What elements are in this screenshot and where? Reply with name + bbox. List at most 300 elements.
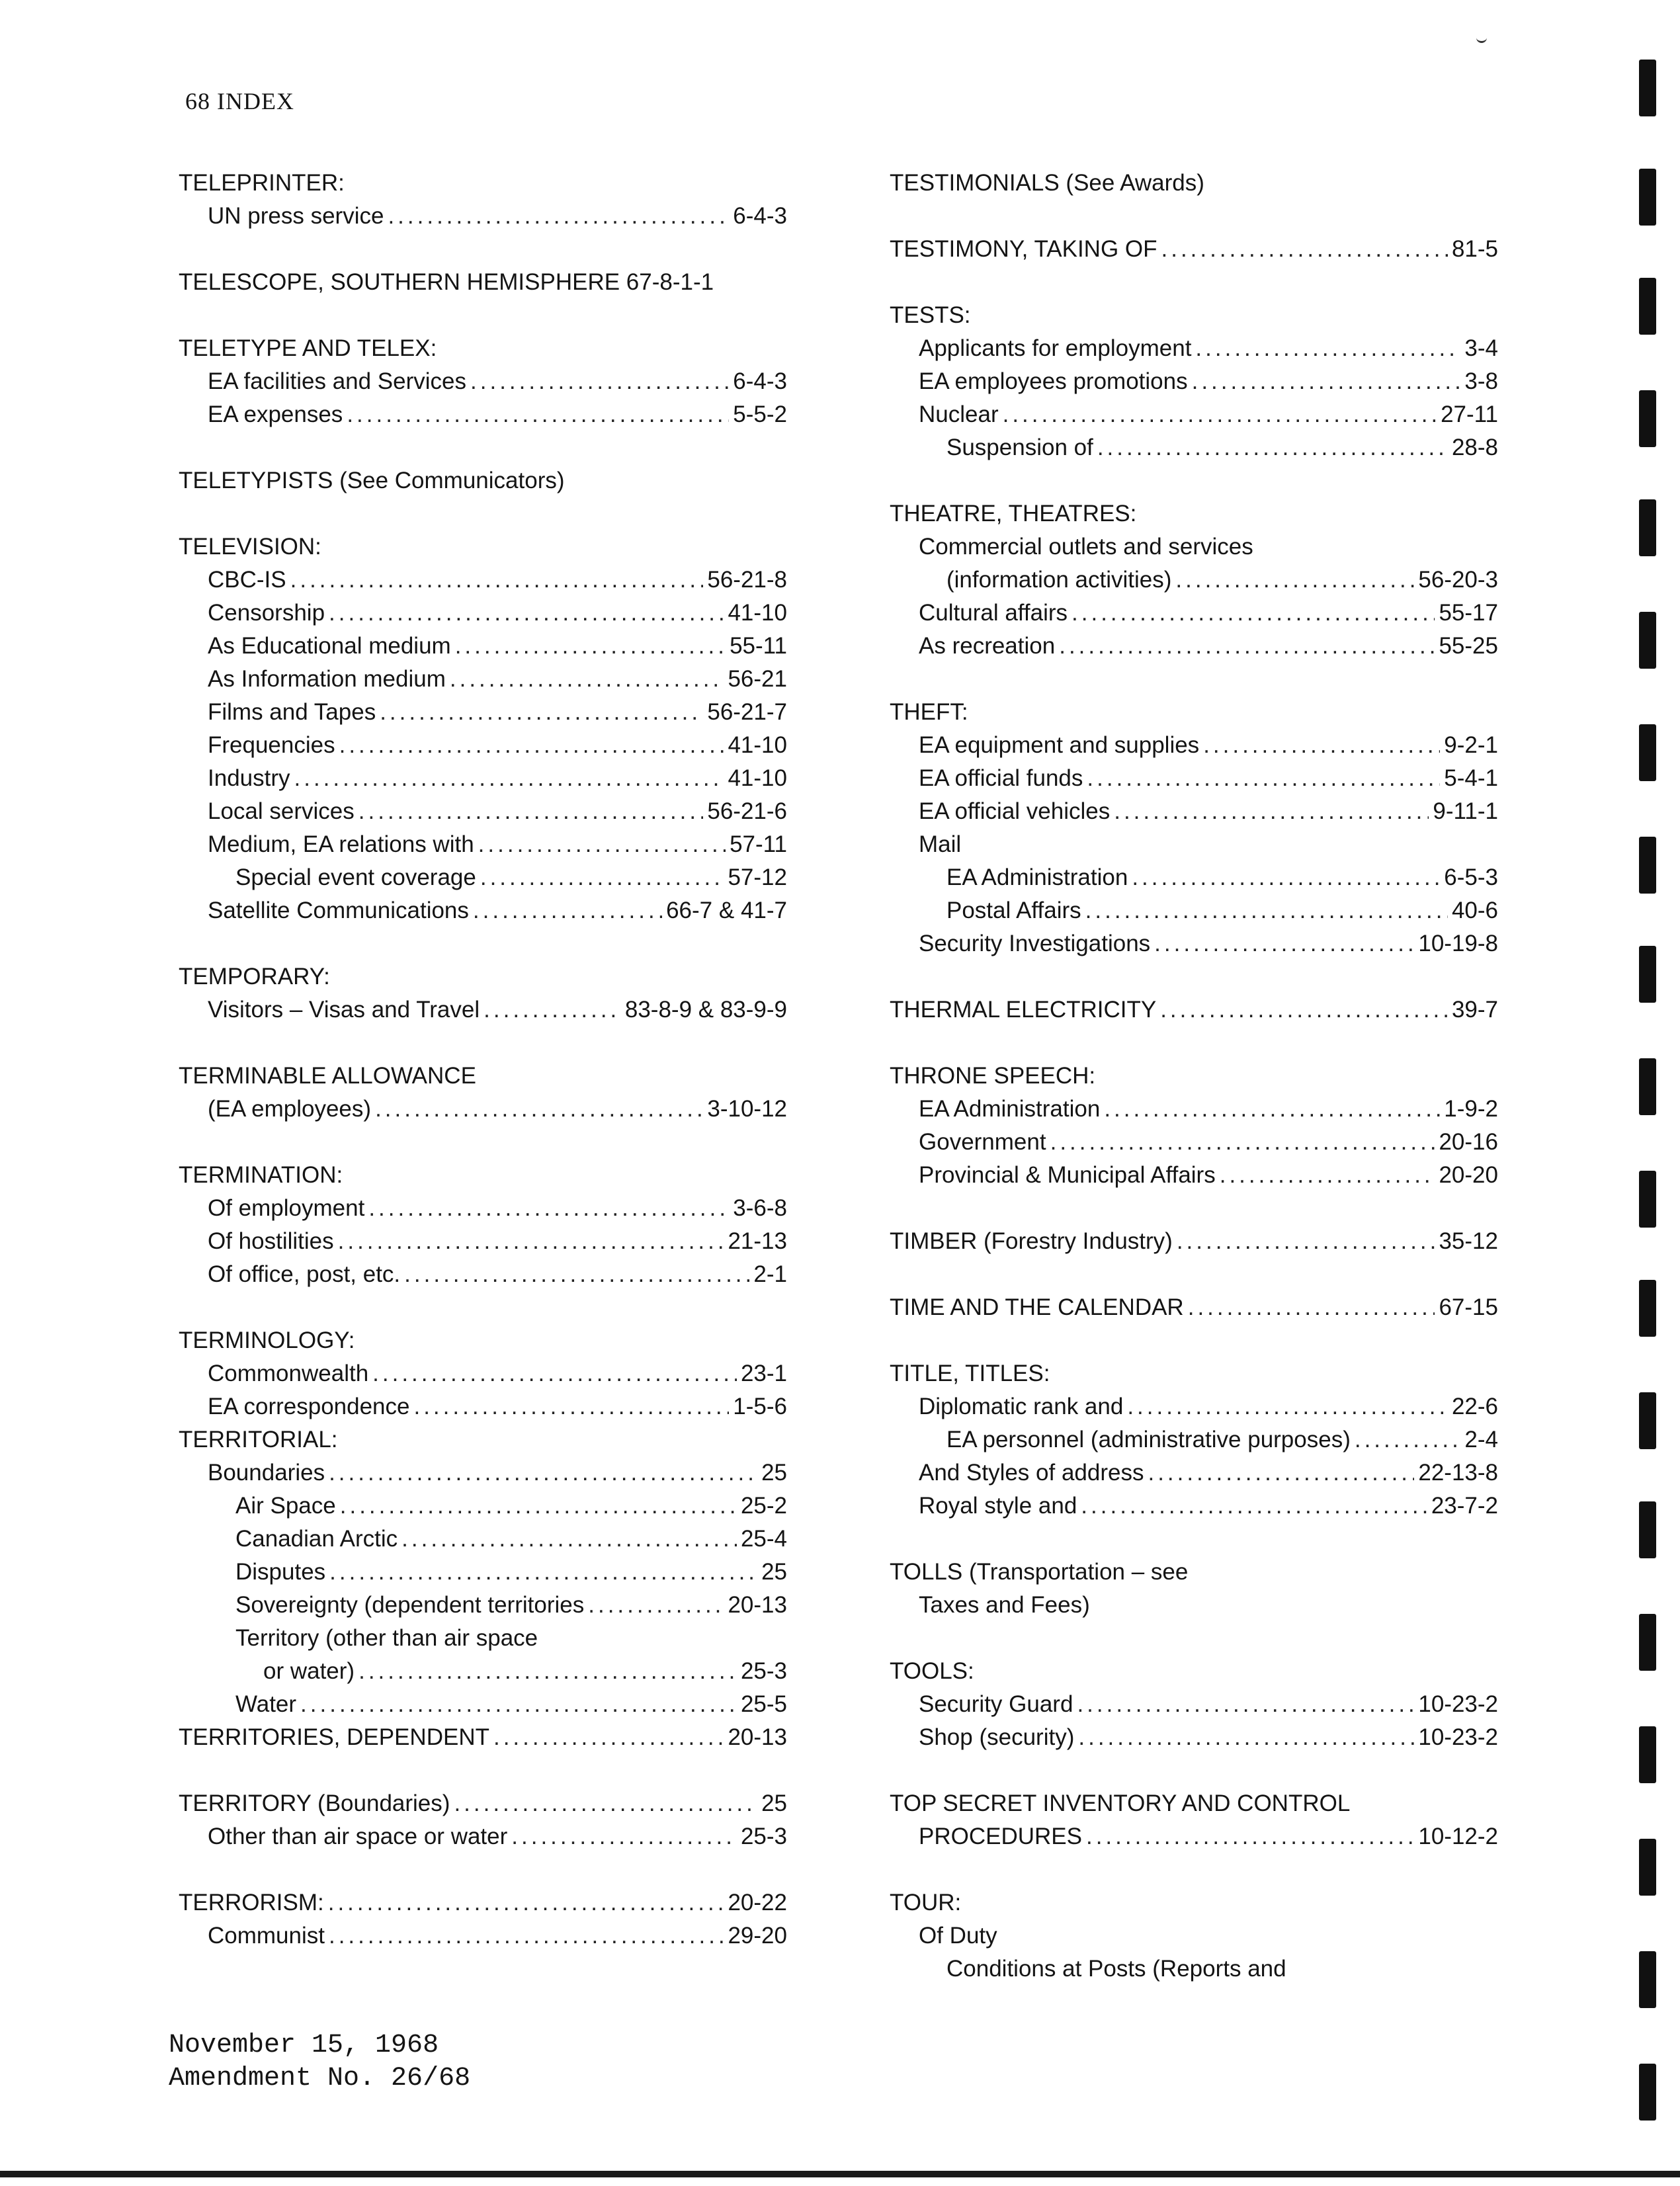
binding-hole-mark xyxy=(1639,837,1656,894)
dot-leader xyxy=(329,597,724,630)
scan-mark xyxy=(1476,37,1487,43)
entry-page-ref: 9-11-1 xyxy=(1433,798,1498,824)
entry-page-ref: 56-20-3 xyxy=(1418,567,1498,593)
entry-label: Commercial outlets and services xyxy=(919,534,1253,560)
footer-amendment: Amendment No. 26/68 xyxy=(169,2064,471,2093)
entry-page-ref: 56-21-6 xyxy=(707,798,787,824)
entry-label: EA equipment and supplies xyxy=(919,732,1200,758)
dot-leader xyxy=(1097,431,1448,464)
index-subentry xyxy=(890,861,1498,894)
entry-label: TERMINATION: xyxy=(179,1162,343,1188)
entry-page-ref: 22-13-8 xyxy=(1418,1460,1498,1486)
dot-leader xyxy=(1154,927,1414,960)
entry-page-ref: 3-10-12 xyxy=(707,1096,787,1122)
index-subentry xyxy=(179,1093,787,1126)
dot-leader xyxy=(1077,1688,1414,1721)
index-subentry xyxy=(890,1490,1498,1523)
dot-leader xyxy=(454,1787,757,1820)
entry-label: Sovereignty (dependent territories xyxy=(235,1592,585,1618)
index-heading xyxy=(890,1556,1498,1589)
dot-leader xyxy=(1085,894,1448,927)
entry-label: TOOLS: xyxy=(890,1658,974,1684)
entry-page-ref: 20-16 xyxy=(1439,1129,1498,1155)
binding-hole-mark xyxy=(1639,169,1656,226)
index-subentry xyxy=(890,597,1498,630)
binding-hole-mark xyxy=(1639,278,1656,335)
entry-page-ref: 57-12 xyxy=(728,864,787,890)
binding-hole-mark xyxy=(1639,724,1656,781)
entry-page-ref: 56-21 xyxy=(728,666,787,692)
binding-hole-mark xyxy=(1639,1171,1656,1228)
entry-page-ref: 29-20 xyxy=(728,1923,787,1949)
entry-label: Censorship xyxy=(208,600,325,626)
index-subentry xyxy=(890,1093,1498,1126)
dot-leader xyxy=(1192,365,1461,398)
dot-leader xyxy=(1220,1159,1435,1192)
dot-leader xyxy=(375,1093,703,1126)
index-subentry xyxy=(890,1423,1498,1456)
index-heading xyxy=(890,1787,1498,1820)
entry-page-ref: 1-5-6 xyxy=(733,1394,787,1419)
entry-label: Industry xyxy=(208,765,290,791)
entry-label: EA facilities and Services xyxy=(208,368,467,394)
binding-hole-mark xyxy=(1639,1726,1656,1783)
entry-label: Suspension of xyxy=(946,435,1093,460)
index-subentry xyxy=(179,993,787,1027)
index-heading xyxy=(890,1357,1498,1390)
entry-page-ref: 6-4-3 xyxy=(733,368,787,394)
entry-label: Royal style and xyxy=(919,1493,1077,1519)
entry-page-ref: 56-21-8 xyxy=(707,567,787,593)
entry-label: TERRORISM: xyxy=(179,1890,324,1915)
entry-label: PROCEDURES xyxy=(919,1824,1082,1849)
dot-leader xyxy=(1071,597,1435,630)
entry-page-ref: 25-4 xyxy=(740,1526,787,1552)
dot-leader xyxy=(1355,1423,1461,1456)
entry-page-ref: 23-1 xyxy=(740,1361,787,1386)
entry-label: Special event coverage xyxy=(235,864,476,890)
index-heading xyxy=(890,497,1498,530)
entry-label: Local services xyxy=(208,798,355,824)
entry-page-ref: 10-23-2 xyxy=(1418,1691,1498,1717)
entry-label: EA official funds xyxy=(919,765,1083,791)
entry-label: Conditions at Posts (Reports and xyxy=(946,1956,1286,1982)
entry-page-ref: 25-2 xyxy=(740,1493,787,1519)
index-subentry xyxy=(179,1258,787,1291)
entry-label: TESTIMONY, TAKING OF xyxy=(890,236,1157,262)
binding-hole-mark xyxy=(1639,60,1656,116)
dot-leader xyxy=(339,729,724,762)
entry-label: As Educational medium xyxy=(208,633,451,659)
index-heading xyxy=(890,1291,1498,1324)
entry-label: Visitors – Visas and Travel xyxy=(208,997,480,1023)
entry-label: TIMBER (Forestry Industry) xyxy=(890,1228,1173,1254)
index-subentry xyxy=(890,894,1498,927)
entry-page-ref: 6-4-3 xyxy=(733,203,787,229)
entry-page-ref: 6-5-3 xyxy=(1444,864,1498,890)
entry-label: Postal Affairs xyxy=(946,898,1081,923)
index-heading xyxy=(890,233,1498,266)
dot-leader xyxy=(1050,1126,1435,1159)
index-subentry xyxy=(890,630,1498,663)
entry-page-ref: 57-11 xyxy=(730,831,787,857)
entry-page-ref: 25 xyxy=(761,1559,787,1585)
entry-page-ref: 2-1 xyxy=(753,1261,787,1287)
entry-label: Mail xyxy=(919,831,962,857)
dot-leader xyxy=(372,1357,737,1390)
index-heading xyxy=(890,1886,1498,1919)
binding-hole-mark xyxy=(1639,1501,1656,1558)
entry-page-ref: 39-7 xyxy=(1451,997,1498,1023)
entry-page-ref: 25-3 xyxy=(740,1824,787,1849)
dot-leader xyxy=(1177,1225,1435,1258)
entry-label: THEATRE, THEATRES: xyxy=(890,501,1137,526)
page-header: 68 INDEX xyxy=(185,88,294,114)
index-subentry xyxy=(890,762,1498,795)
entry-page-ref: 21-13 xyxy=(728,1228,787,1254)
page-footer xyxy=(169,2029,470,2095)
entry-label: Frequencies xyxy=(208,732,335,758)
entry-label: UN press service xyxy=(208,203,384,229)
index-subentry xyxy=(179,1357,787,1390)
entry-label: THERMAL ELECTRICITY xyxy=(890,997,1157,1023)
entry-page-ref: 56-21-7 xyxy=(707,699,787,725)
entry-label: TELETYPISTS (See Communicators) xyxy=(179,468,565,493)
dot-leader xyxy=(450,663,724,696)
entry-page-ref: 10-12-2 xyxy=(1418,1824,1498,1849)
dot-leader xyxy=(1188,1291,1435,1324)
index-heading xyxy=(179,1324,787,1357)
entry-label: EA Administration xyxy=(946,864,1128,890)
entry-label: Security Guard xyxy=(919,1691,1073,1717)
dot-leader xyxy=(511,1820,737,1853)
entry-page-ref: 10-23-2 xyxy=(1418,1724,1498,1750)
dot-leader xyxy=(329,1456,757,1490)
entry-label: EA employees promotions xyxy=(919,368,1188,394)
entry-page-ref: 25 xyxy=(761,1790,787,1816)
dot-leader xyxy=(401,1523,737,1556)
dot-leader xyxy=(413,1390,729,1423)
index-subentry xyxy=(890,1721,1498,1754)
index-heading xyxy=(179,1060,787,1093)
entry-page-ref: 41-10 xyxy=(728,732,787,758)
dot-leader xyxy=(1104,1093,1440,1126)
entry-label: TERMINABLE ALLOWANCE xyxy=(179,1063,476,1089)
dot-leader xyxy=(1059,630,1435,663)
dot-leader xyxy=(470,365,729,398)
index-subentry xyxy=(179,1390,787,1423)
entry-label: EA correspondence xyxy=(208,1394,410,1419)
entry-label: THEFT: xyxy=(890,699,968,725)
index-heading xyxy=(179,332,787,365)
entry-page-ref: 10-19-8 xyxy=(1418,931,1498,956)
index-subentry xyxy=(179,1225,787,1258)
entry-label: Films and Tapes xyxy=(208,699,376,725)
index-heading xyxy=(890,993,1498,1027)
index-heading xyxy=(890,1225,1498,1258)
entry-label: EA personnel (administrative purposes) xyxy=(946,1427,1351,1452)
dot-leader xyxy=(404,1258,749,1291)
entry-label: TERRITORIAL: xyxy=(179,1427,338,1452)
dot-leader xyxy=(338,1225,724,1258)
entry-label: EA Administration xyxy=(919,1096,1101,1122)
entry-label: Shop (security) xyxy=(919,1724,1075,1750)
entry-page-ref: 23-7-2 xyxy=(1431,1493,1498,1519)
entry-page-ref: 55-17 xyxy=(1439,600,1498,626)
entry-label: TOUR: xyxy=(890,1890,962,1915)
entry-label: TELEVISION: xyxy=(179,534,321,560)
entry-label: Applicants for employment xyxy=(919,335,1192,361)
entry-page-ref: 40-6 xyxy=(1451,898,1498,923)
entry-label: (information activities) xyxy=(946,567,1172,593)
entry-label: Of employment xyxy=(208,1195,365,1221)
index-column-left xyxy=(179,167,787,1953)
entry-label: TOLLS (Transportation – see xyxy=(890,1559,1189,1585)
entry-label: THRONE SPEECH: xyxy=(890,1063,1096,1089)
index-subentry xyxy=(890,1953,1498,1986)
entry-label: TEMPORARY: xyxy=(179,964,330,989)
dot-leader xyxy=(1114,795,1429,828)
entry-page-ref: 2-4 xyxy=(1464,1427,1498,1452)
index-subentry xyxy=(890,1126,1498,1159)
index-subentry xyxy=(179,200,787,233)
index-subentry xyxy=(179,1589,787,1622)
entry-label: Diplomatic rank and xyxy=(919,1394,1124,1419)
index-subentry xyxy=(890,927,1498,960)
entry-label: As Information medium xyxy=(208,666,446,692)
index-subentry xyxy=(179,398,787,431)
dot-leader xyxy=(1203,729,1440,762)
entry-label: Communist xyxy=(208,1923,325,1949)
entry-label: Canadian Arctic xyxy=(235,1526,398,1552)
dot-leader xyxy=(480,861,724,894)
dot-leader xyxy=(1087,762,1440,795)
index-subentry xyxy=(890,332,1498,365)
index-subentry xyxy=(890,1589,1498,1622)
binding-hole-mark xyxy=(1639,1614,1656,1671)
entry-page-ref: 28-8 xyxy=(1451,435,1498,460)
dot-leader xyxy=(358,795,704,828)
entry-label: Commonwealth xyxy=(208,1361,369,1386)
entry-label: CBC-IS xyxy=(208,567,286,593)
entry-label: And Styles of address xyxy=(919,1460,1144,1486)
entry-label: As recreation xyxy=(919,633,1056,659)
index-subentry xyxy=(890,530,1498,564)
entry-page-ref: 35-12 xyxy=(1439,1228,1498,1254)
dot-leader xyxy=(1175,564,1414,597)
index-subentry xyxy=(179,1456,787,1490)
index-subentry xyxy=(179,696,787,729)
index-subentry xyxy=(179,1192,787,1225)
entry-page-ref: 20-13 xyxy=(728,1592,787,1618)
index-subentry xyxy=(890,729,1498,762)
entry-label: Water xyxy=(235,1691,297,1717)
entry-label: EA expenses xyxy=(208,401,343,427)
index-heading xyxy=(179,1159,787,1192)
index-heading xyxy=(179,167,787,200)
entry-page-ref: 25-3 xyxy=(740,1658,787,1684)
index-subentry xyxy=(890,828,1498,861)
entry-label: TOP SECRET INVENTORY AND CONTROL xyxy=(890,1790,1351,1816)
entry-label: Provincial & Municipal Affairs xyxy=(919,1162,1216,1188)
entry-label: TELEPRINTER: xyxy=(179,170,345,196)
dot-leader xyxy=(368,1192,729,1225)
dot-leader xyxy=(1127,1390,1448,1423)
dot-leader xyxy=(300,1688,737,1721)
index-subentry xyxy=(179,1556,787,1589)
index-heading xyxy=(179,530,787,564)
index-subentry xyxy=(179,762,787,795)
footer-date: November 15, 1968 xyxy=(169,2031,439,2060)
entry-page-ref: 41-10 xyxy=(728,765,787,791)
index-heading xyxy=(179,1721,787,1754)
entry-label: Of Duty xyxy=(919,1923,997,1949)
index-subentry xyxy=(890,1456,1498,1490)
dot-leader xyxy=(1132,861,1440,894)
binding-hole-mark xyxy=(1639,1951,1656,2008)
index-subentry xyxy=(179,729,787,762)
entry-label: Taxes and Fees) xyxy=(919,1592,1090,1618)
dot-leader xyxy=(1086,1820,1414,1853)
index-heading xyxy=(890,167,1498,200)
entry-page-ref: 22-6 xyxy=(1451,1394,1498,1419)
index-subentry xyxy=(179,663,787,696)
index-subentry xyxy=(179,861,787,894)
entry-page-ref: 41-10 xyxy=(728,600,787,626)
index-heading xyxy=(890,696,1498,729)
entry-label: Other than air space or water xyxy=(208,1824,508,1849)
index-subentry xyxy=(890,1919,1498,1953)
index-subentry xyxy=(179,1820,787,1853)
index-subentry xyxy=(890,1159,1498,1192)
dot-leader xyxy=(1003,398,1437,431)
entry-label: TERRITORIES, DEPENDENT xyxy=(179,1724,489,1750)
entry-label: or water) xyxy=(263,1658,355,1684)
dot-leader xyxy=(358,1655,737,1688)
dot-leader xyxy=(478,828,726,861)
index-subentry xyxy=(890,398,1498,431)
index-subentry xyxy=(179,1622,787,1655)
binding-hole-mark xyxy=(1639,1839,1656,1896)
entry-page-ref: 5-5-2 xyxy=(733,401,787,427)
entry-label: Nuclear xyxy=(919,401,999,427)
entry-label: Of office, post, etc. xyxy=(208,1261,401,1287)
dot-leader xyxy=(329,1556,757,1589)
index-subentry xyxy=(179,894,787,927)
index-subentry xyxy=(179,1688,787,1721)
index-heading xyxy=(179,1787,787,1820)
entry-label: TIME AND THE CALENDAR xyxy=(890,1294,1184,1320)
entry-label: Territory (other than air space xyxy=(235,1625,538,1651)
entry-label: Government xyxy=(919,1129,1046,1155)
index-subentry xyxy=(179,1523,787,1556)
entry-page-ref: 1-9-2 xyxy=(1444,1096,1498,1122)
index-heading xyxy=(179,1886,787,1919)
entry-label: Air Space xyxy=(235,1493,336,1519)
entry-label: TELESCOPE, SOUTHERN HEMISPHERE 67-8-1-1 xyxy=(179,269,714,295)
entry-label: EA official vehicles xyxy=(919,798,1111,824)
index-subentry xyxy=(179,365,787,398)
dot-leader xyxy=(340,1490,737,1523)
entry-label: TERMINOLOGY: xyxy=(179,1327,355,1353)
entry-label: (EA employees) xyxy=(208,1096,372,1122)
binding-hole-mark xyxy=(1639,1280,1656,1337)
entry-page-ref: 81-5 xyxy=(1451,236,1498,262)
dot-leader xyxy=(1081,1490,1427,1523)
dot-leader xyxy=(347,398,729,431)
entry-label: Security Investigations xyxy=(919,931,1151,956)
entry-label: Cultural affairs xyxy=(919,600,1068,626)
index-subentry xyxy=(890,1688,1498,1721)
index-subentry xyxy=(179,1490,787,1523)
dot-leader xyxy=(455,630,726,663)
binding-hole-mark xyxy=(1639,612,1656,669)
dot-leader xyxy=(1195,332,1460,365)
entry-page-ref: 67-15 xyxy=(1439,1294,1498,1320)
dot-leader xyxy=(1160,993,1448,1027)
entry-label: Of hostilities xyxy=(208,1228,334,1254)
dot-leader xyxy=(388,200,729,233)
index-subentry xyxy=(890,365,1498,398)
index-heading xyxy=(890,299,1498,332)
index-heading xyxy=(179,960,787,993)
entry-page-ref: 25-5 xyxy=(740,1691,787,1717)
dot-leader xyxy=(329,1919,724,1953)
index-heading xyxy=(179,266,787,299)
index-subentry xyxy=(179,630,787,663)
bottom-edge-line xyxy=(0,2171,1680,2177)
index-heading xyxy=(179,1423,787,1456)
entry-page-ref: 20-22 xyxy=(728,1890,787,1915)
dot-leader xyxy=(1078,1721,1414,1754)
binding-hole-mark xyxy=(1639,1058,1656,1115)
dot-leader xyxy=(473,894,662,927)
binding-hole-mark xyxy=(1639,1392,1656,1449)
entry-label: Disputes xyxy=(235,1559,326,1585)
dot-leader xyxy=(1148,1456,1414,1490)
entry-label: TERRITORY (Boundaries) xyxy=(179,1790,450,1816)
entry-page-ref: 83-8-9 & 83-9-9 xyxy=(624,997,787,1023)
binding-hole-mark xyxy=(1639,2064,1656,2121)
entry-label: TESTIMONIALS (See Awards) xyxy=(890,170,1204,196)
entry-label: TITLE, TITLES: xyxy=(890,1361,1050,1386)
dot-leader xyxy=(328,1886,724,1919)
binding-hole-mark xyxy=(1639,390,1656,447)
index-heading xyxy=(890,1060,1498,1093)
entry-page-ref: 5-4-1 xyxy=(1444,765,1498,791)
index-subentry xyxy=(890,1390,1498,1423)
entry-page-ref: 55-11 xyxy=(730,633,787,659)
entry-label: TESTS: xyxy=(890,302,971,328)
entry-page-ref: 20-13 xyxy=(728,1724,787,1750)
dot-leader xyxy=(588,1589,724,1622)
index-subentry xyxy=(890,795,1498,828)
entry-label: TELETYPE AND TELEX: xyxy=(179,335,437,361)
entry-page-ref: 3-8 xyxy=(1464,368,1498,394)
index-subentry xyxy=(179,1919,787,1953)
index-subentry xyxy=(890,564,1498,597)
entry-page-ref: 66-7 & 41-7 xyxy=(666,898,787,923)
index-subentry xyxy=(179,564,787,597)
dot-leader xyxy=(290,564,704,597)
entry-page-ref: 3-6-8 xyxy=(733,1195,787,1221)
index-subentry xyxy=(179,828,787,861)
binding-hole-mark xyxy=(1639,946,1656,1003)
dot-leader xyxy=(1161,233,1448,266)
dot-leader xyxy=(483,993,621,1027)
entry-label: Medium, EA relations with xyxy=(208,831,474,857)
dot-leader xyxy=(294,762,724,795)
